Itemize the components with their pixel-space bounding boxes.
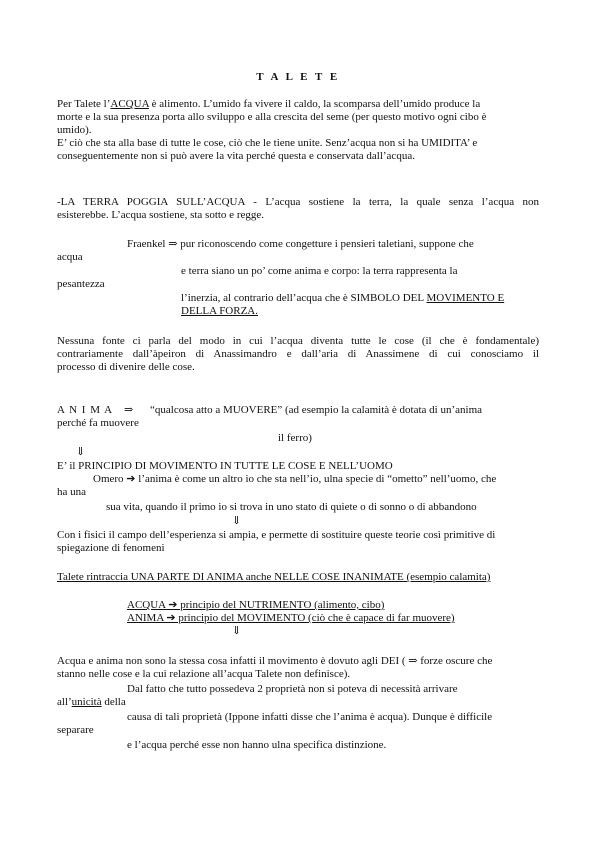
p4-line-3: Dal fatto che tutto possedeva 2 proprietà non si poteva di necessità arrivare <box>127 683 458 695</box>
p1-line-1 <box>57 98 480 111</box>
anima-line-2: perché fa muovere <box>57 417 139 429</box>
anima-line-1: “qualcosa atto a MUOVERE” (ad esempio la calamità è dotata di un’anima <box>150 404 483 416</box>
p4-line-5: causa di tali proprietà (Ippone infatti disse che l’anima è acqua). Dunque è difficile <box>127 711 493 723</box>
p3-line-3: processo di divenire delle cose. <box>57 361 195 373</box>
p1-text: Per Talete l’ <box>57 98 111 110</box>
p3-line-1: Nessuna fonte ci parla del modo in cui l’acqua diventa tutte le cose (il che è fondamentale) <box>57 335 539 347</box>
anima-principle: ANIMA ➔ principio del MOVIMENTO (ciò che è capace di far muovere) <box>127 612 455 624</box>
movimento-underlined: MOVIMENTO E <box>426 292 505 304</box>
p1-line-5: conseguentemente non si può avere la vita perché questa e conservata dall’acqua. <box>57 150 415 162</box>
p1-line-2: morte e la sua presenza porta allo sviluppo e alla crescita del seme (per questo motivo ogni cibo è <box>57 111 487 123</box>
fraenkel-line-6: DELLA FORZA. <box>181 305 258 317</box>
anima-line-5: Omero ➔ l’anima è come un altro io che sta nell’io, ulna specie di “ometto” nell’uomo, che <box>93 473 497 485</box>
inanimate-line: Talete rintraccia UNA PARTE DI ANIMA anche NELLE COSE INANIMATE (esempio calamita) <box>57 571 491 583</box>
p1-line-3: umido). <box>57 124 92 136</box>
down-arrow-icon: ⇓ <box>232 515 242 527</box>
p1-line-4: E’ ciò che sta alla base di tutte le cose, ciò che le tiene unite. Senz’acqua non si ha UMIDITA’ e <box>57 137 478 149</box>
p4-line-7: e l’acqua perché esse non hanno ulna specifica distinzione. <box>127 739 387 751</box>
anima-line-6: ha una <box>57 486 87 498</box>
anima-line-3: il ferro) <box>278 432 312 444</box>
p4-line-2: stanno nelle cose e la cui relazione all’acqua Talete non definisce). <box>57 668 351 680</box>
page-title: T A L E T E <box>256 71 340 83</box>
p3-line-2: contrariamente dall’àpeiron di Anassimandro e dall’aria di Anassimene di cui conosciamo il <box>57 348 539 360</box>
p2-line-1: -LA TERRA POGGIA SULL’ACQUA - L’acqua sostiene la terra, la quale senza l’acqua non <box>57 196 539 208</box>
acqua-underlined: ACQUA <box>110 98 149 110</box>
fraenkel-line-1: Fraenkel ⇒ pur riconoscendo come congetture i pensieri taletiani, suppone che <box>127 238 474 250</box>
down-arrow-icon: ⇓ <box>232 625 242 637</box>
p4-text: all’ <box>57 696 72 708</box>
p4-line-4 <box>57 696 126 709</box>
p2-line-2: esisterebbe. L’acqua sostiene, sta sotto e regge. <box>57 209 264 221</box>
anima-line-8: Con i fisici il campo dell’esperienza si ampia, e permette di sostituire queste teorie così primitive di <box>57 529 496 541</box>
fraenkel-text: l’inerzia, al contrario dell’acqua che è SIMBOLO DEL <box>181 292 427 304</box>
p4-text-rest: della <box>101 696 126 708</box>
fraenkel-line-3: e terra siano un po’ come anima e corpo: la terra rappresenta la <box>181 265 458 277</box>
unicita-underlined: unicità <box>71 696 102 708</box>
right-arrow-icon: ⇒ <box>124 404 134 416</box>
acqua-principle: ACQUA ➔ principio del NUTRIMENTO (alimento, cibo) <box>127 599 385 611</box>
anima-line-9: spiegazione di fenomeni <box>57 542 165 554</box>
p4-line-1: Acqua e anima non sono la stessa cosa infatti il movimento è dovuto agli DEI ( ⇒ forze oscure che <box>57 655 493 667</box>
anima-line-7: sua vita, quando il primo io si trova in uno stato di quiete o di sonno o di abbandono <box>106 501 477 513</box>
fraenkel-line-4: pesantezza <box>57 278 105 290</box>
fraenkel-line-5 <box>181 292 504 305</box>
p4-line-6: separare <box>57 724 94 736</box>
p1-text-rest: è alimento. L’umido fa vivere il caldo, la scomparsa dell’umido produce la <box>148 98 481 110</box>
down-arrow-icon: ⇓ <box>76 446 86 458</box>
anima-label: A N I M A <box>57 404 114 416</box>
fraenkel-line-2: acqua <box>57 251 83 263</box>
anima-line-4: E’ il PRINCIPIO DI MOVIMENTO IN TUTTE LE COSE E NELL’UOMO <box>57 460 393 472</box>
